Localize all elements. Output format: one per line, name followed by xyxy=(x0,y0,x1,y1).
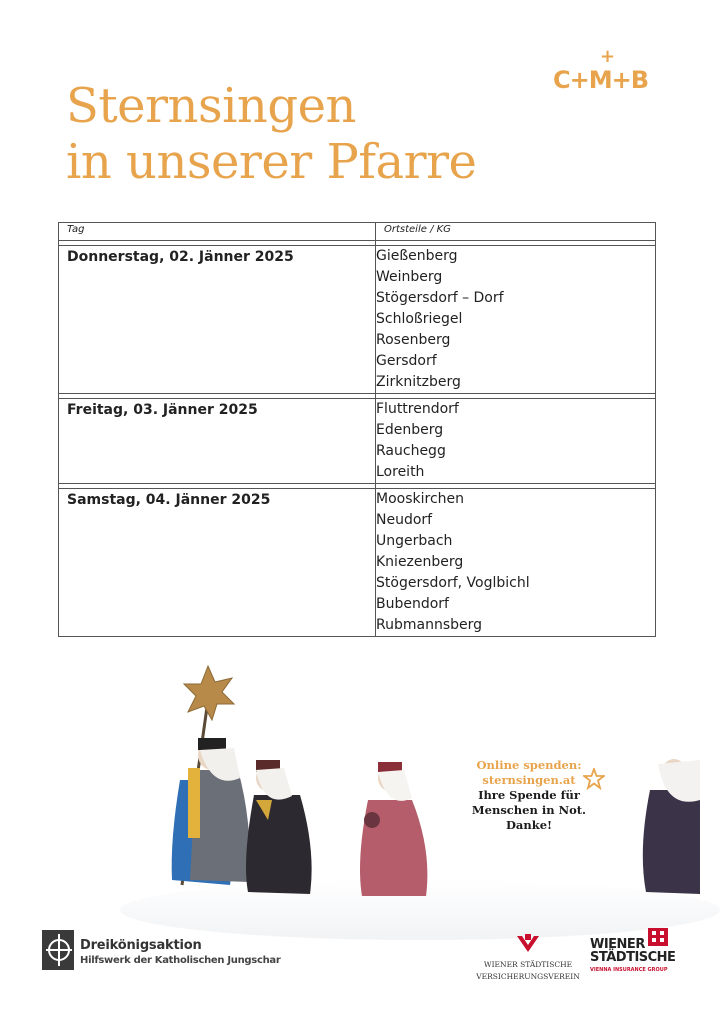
place-item: Rubmannsberg xyxy=(376,617,483,633)
day-cell xyxy=(59,246,376,394)
cross-icon: + xyxy=(600,46,616,67)
star-icon xyxy=(184,666,234,720)
place-item: Kniezenberg xyxy=(376,554,464,570)
place-item: Schloßriegel xyxy=(376,311,463,327)
place-item: Rauchegg xyxy=(376,443,446,459)
singer-figure-4 xyxy=(643,759,700,894)
day-cell xyxy=(59,399,376,484)
donation-callout xyxy=(470,758,588,833)
donate-line-4: Menschen in Not. xyxy=(471,803,587,817)
star-singers-illustration xyxy=(160,660,700,920)
day-label: Freitag, 03. Jänner 2025 xyxy=(67,402,258,418)
day-label: Donnerstag, 02. Jänner 2025 xyxy=(67,249,294,265)
ws-subtitle: VIENNA INSURANCE GROUP xyxy=(590,967,668,973)
table-row xyxy=(59,489,656,637)
place-item: Ungerbach xyxy=(376,533,453,549)
place-item: Loreith xyxy=(376,464,425,480)
place-item: Fluttrendorf xyxy=(376,401,459,417)
wsv-line-2: VERSICHERUNGSVEREIN xyxy=(476,972,580,981)
dka-name: Dreikönigsaktion xyxy=(80,938,202,953)
wiener-staedtische-logo xyxy=(590,930,676,973)
column-header-places: Ortsteile / KG xyxy=(376,223,656,241)
singer-figure-2 xyxy=(246,760,312,894)
place-item: Stögersdorf, Voglbichl xyxy=(376,575,530,591)
place-item: Mooskirchen xyxy=(376,491,465,507)
ws-line-2: STÄDTISCHE xyxy=(590,950,676,965)
place-item: Gersdorf xyxy=(376,353,437,369)
wiener-staedtische-versicherungsverein-logo xyxy=(470,934,586,982)
star-outline-icon xyxy=(583,768,605,790)
place-item: Bubendorf xyxy=(376,596,449,612)
table-row xyxy=(59,399,656,484)
column-header-day: Tag xyxy=(59,223,376,241)
ws-line-1: WIENER xyxy=(590,937,645,952)
place-item: Weinberg xyxy=(376,269,443,285)
page-title xyxy=(66,78,476,190)
donate-line-3: Ihre Spende für xyxy=(478,788,580,802)
donate-link[interactable]: sternsingen.at xyxy=(482,773,576,787)
cmb-logo: C+M+B xyxy=(553,66,649,94)
place-item: Edenberg xyxy=(376,422,444,438)
day-cell xyxy=(59,489,376,637)
place-item: Rosenberg xyxy=(376,332,451,348)
dka-subtitle: Hilfswerk der Katholischen Jungschar xyxy=(80,955,281,966)
day-label: Samstag, 04. Jänner 2025 xyxy=(67,492,271,508)
place-item: Zirknitzberg xyxy=(376,374,461,390)
place-item: Stögersdorf – Dorf xyxy=(376,290,504,306)
title-line-2: in unserer Pfarre xyxy=(66,134,477,190)
donate-line-1: Online spenden: xyxy=(476,758,582,772)
singer-figure-3 xyxy=(360,762,427,896)
singer-figure-1 xyxy=(172,738,251,885)
title-line-1: Sternsingen xyxy=(66,78,356,134)
places-cell xyxy=(376,399,656,484)
ws-emblem-icon xyxy=(648,928,668,946)
places-cell xyxy=(376,489,656,637)
places-cell xyxy=(376,246,656,394)
schedule-table xyxy=(58,222,656,637)
place-item: Gießenberg xyxy=(376,248,458,264)
dka-emblem-icon xyxy=(42,930,74,970)
table-header-row xyxy=(59,223,656,241)
place-item: Neudorf xyxy=(376,512,433,528)
donate-line-5: Danke! xyxy=(505,818,553,832)
wsv-emblem-icon xyxy=(514,934,542,954)
table-row xyxy=(59,246,656,394)
wsv-line-1: WIENER STÄDTISCHE xyxy=(483,960,573,969)
